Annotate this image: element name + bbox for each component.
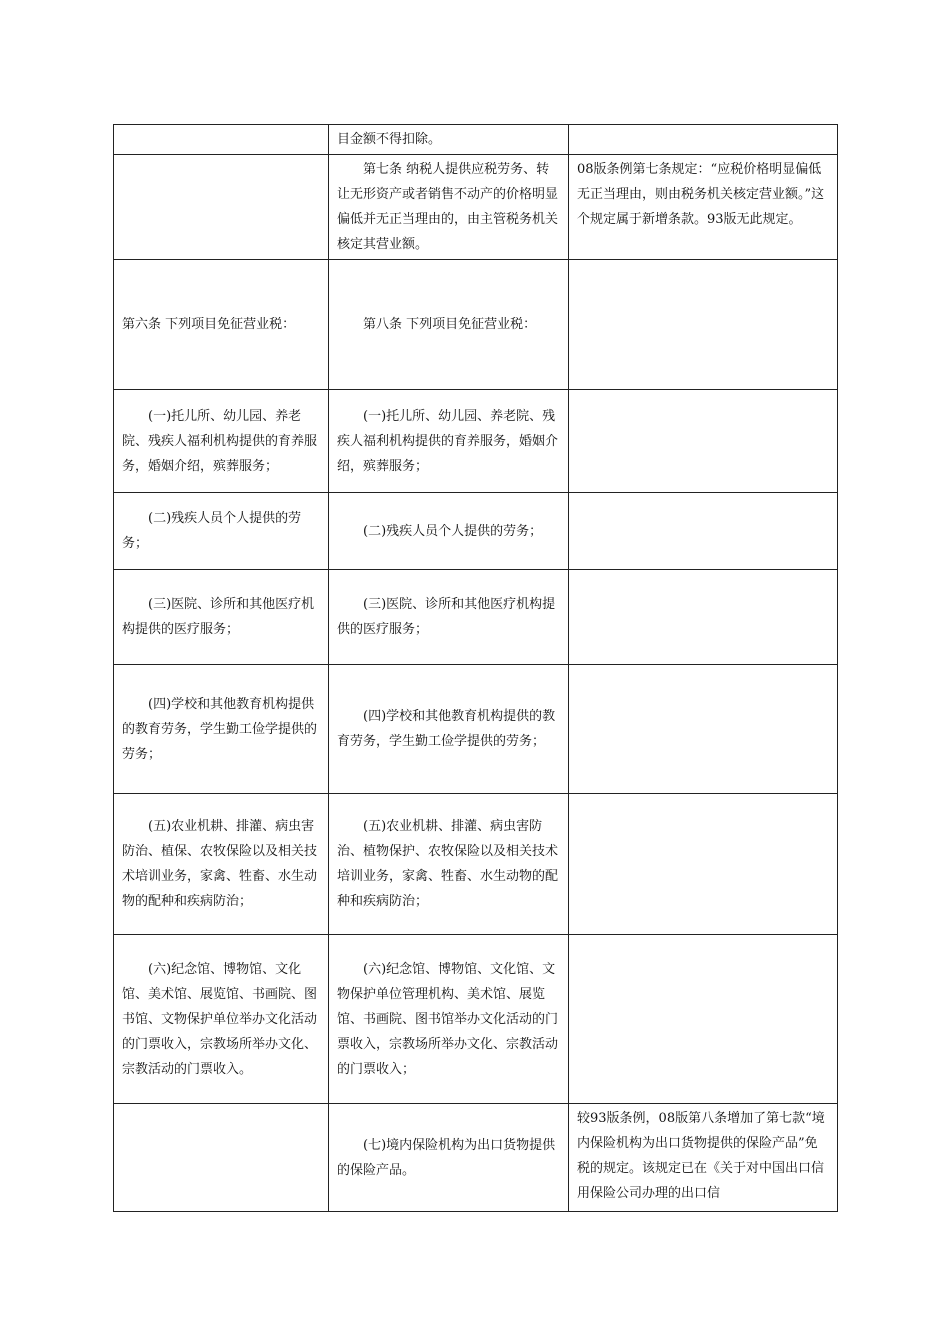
new-article-cell: (七)境内保险机构为出口货物提供的保险产品。 <box>329 1104 569 1212</box>
table-row <box>114 570 838 665</box>
new-article-cell: (三)医院、诊所和其他医疗机构提供的医疗服务； <box>329 570 569 665</box>
note-cell <box>569 493 838 570</box>
note-cell <box>569 794 838 935</box>
old-article-cell: (五)农业机耕、排灌、病虫害防治、植保、农牧保险以及相关技术培训业务，家禽、牲畜、水生动物的配种和疾病防治； <box>114 794 329 935</box>
table-row <box>114 125 838 155</box>
note-cell: 08版条例第七条规定：“应税价格明显偏低无正当理由，则由税务机关核定营业额。”这个规定属于新增条款。93版无此规定。 <box>569 155 838 260</box>
note-cell <box>569 665 838 794</box>
note-cell: 较93版条例，08版第八条增加了第七款“境内保险机构为出口货物提供的保险产品”免税的规定。该规定已在《关于对中国出口信用保险公司办理的出口信 <box>569 1104 838 1212</box>
old-article-cell: (四)学校和其他教育机构提供的教育劳务，学生勤工俭学提供的劳务； <box>114 665 329 794</box>
old-article-cell <box>114 1104 329 1212</box>
new-article-cell: 第七条 纳税人提供应税劳务、转让无形资产或者销售不动产的价格明显偏低并无正当理由的，由主管税务机关核定其营业额。 <box>329 155 569 260</box>
old-article-cell: (三)医院、诊所和其他医疗机构提供的医疗服务； <box>114 570 329 665</box>
table-row <box>114 665 838 794</box>
new-article-cell: (四)学校和其他教育机构提供的教育劳务，学生勤工俭学提供的劳务； <box>329 665 569 794</box>
note-cell <box>569 935 838 1104</box>
table-row <box>114 390 838 493</box>
new-article-cell: (六)纪念馆、博物馆、文化馆、文物保护单位管理机构、美术馆、展览馆、书画院、图书馆举办文化活动的门票收入，宗教场所举办文化、宗教活动的门票收入； <box>329 935 569 1104</box>
table-row <box>114 493 838 570</box>
old-article-cell: (二)残疾人员个人提供的劳务； <box>114 493 329 570</box>
comparison-table <box>113 124 838 1212</box>
table-row <box>114 1104 838 1212</box>
table-row <box>114 794 838 935</box>
new-article-cell: 目金额不得扣除。 <box>329 125 569 155</box>
new-article-cell: 第八条 下列项目免征营业税： <box>329 260 569 390</box>
note-cell <box>569 125 838 155</box>
note-cell <box>569 260 838 390</box>
old-article-cell: 第六条 下列项目免征营业税： <box>114 260 329 390</box>
new-article-cell: (一)托儿所、幼儿园、养老院、残疾人福利机构提供的育养服务，婚姻介绍，殡葬服务； <box>329 390 569 493</box>
new-article-cell: (五)农业机耕、排灌、病虫害防治、植物保护、农牧保险以及相关技术培训业务，家禽、牲畜、水生动物的配种和疾病防治； <box>329 794 569 935</box>
old-article-cell <box>114 125 329 155</box>
note-cell <box>569 570 838 665</box>
old-article-cell: (六)纪念馆、博物馆、文化馆、美术馆、展览馆、书画院、图书馆、文物保护单位举办文化活动的门票收入，宗教场所举办文化、宗教活动的门票收入。 <box>114 935 329 1104</box>
table-row <box>114 260 838 390</box>
old-article-cell <box>114 155 329 260</box>
note-cell <box>569 390 838 493</box>
table-row <box>114 155 838 260</box>
table-row <box>114 935 838 1104</box>
old-article-cell: (一)托儿所、幼儿园、养老院、残疾人福利机构提供的育养服务，婚姻介绍，殡葬服务； <box>114 390 329 493</box>
new-article-cell: (二)残疾人员个人提供的劳务； <box>329 493 569 570</box>
